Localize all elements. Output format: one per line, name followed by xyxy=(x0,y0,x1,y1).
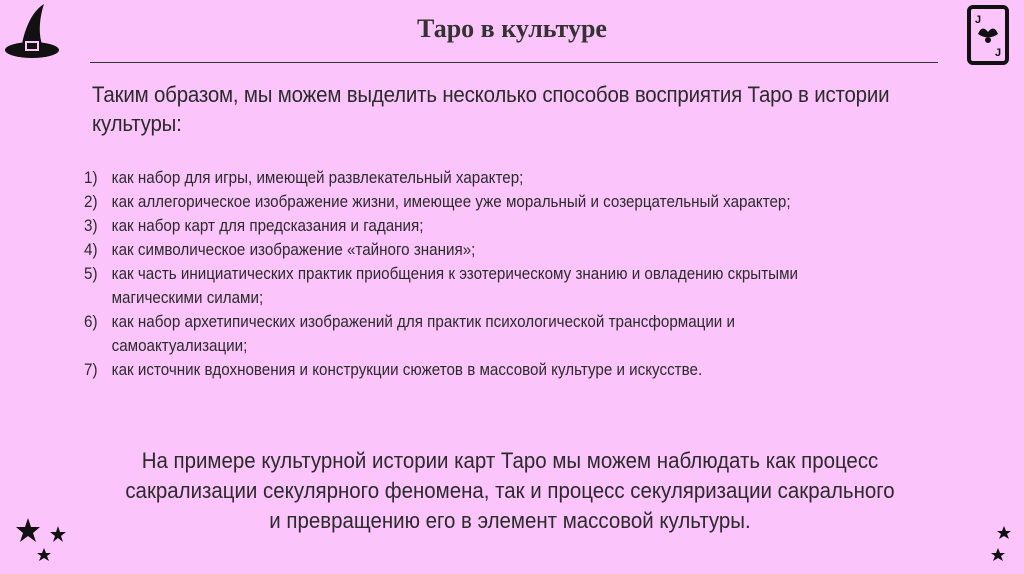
list-item-number: 3) xyxy=(84,217,98,235)
stars-icon xyxy=(14,516,70,566)
list-item-line: как аллегорическое изображение жизни, имеющее уже моральный и созерцательный характер; xyxy=(111,193,791,211)
list-item-line: как набор архетипических изображений для практик психологической трансформации и xyxy=(111,313,736,331)
list-item-line: как часть инициатических практик приобщения к эзотерическому знанию и овладению скрытыми xyxy=(111,265,798,283)
list-item-text xyxy=(112,262,912,310)
list-item-text xyxy=(112,214,912,238)
list-item-line: магическими силами; xyxy=(111,289,264,307)
list-item-text xyxy=(112,310,912,358)
list-item xyxy=(84,238,912,262)
list-item-number: 5) xyxy=(84,265,98,283)
list-item-number: 4) xyxy=(84,241,98,259)
conclusion-line: и превращению его в элемент массовой культуры. xyxy=(269,508,751,533)
list-item xyxy=(84,214,912,238)
conclusion-paragraph xyxy=(60,446,960,536)
intro-line: Таким образом, мы можем выделить несколько способов восприятия Таро в истории xyxy=(92,82,890,107)
list-item xyxy=(84,190,912,214)
list-item-line: самоактуализации; xyxy=(111,337,248,355)
list-item-text xyxy=(112,358,912,382)
list-item-line: как источник вдохновения и конструкции сюжетов в массовой культуре и искусстве. xyxy=(111,361,703,379)
list-item xyxy=(84,310,912,358)
list-item-text xyxy=(112,238,912,262)
conclusion-line: сакрализации секулярного феномена, так и процесс секуляризации сакрального xyxy=(125,478,895,503)
slide-title: Таро в культуре xyxy=(417,14,607,43)
moon-stars-icon xyxy=(940,508,1020,570)
list-item-number: 7) xyxy=(84,361,98,379)
list-item-line: как символическое изображение «тайного знания»; xyxy=(111,241,476,259)
list-item xyxy=(84,262,912,310)
list-item-number: 2) xyxy=(84,193,98,211)
title-divider xyxy=(90,62,938,63)
intro-line: культуры: xyxy=(92,111,182,136)
intro-paragraph xyxy=(92,80,892,138)
list-item xyxy=(84,358,912,382)
list-item-number: 1) xyxy=(84,169,98,187)
card-letter-top: J xyxy=(975,14,982,26)
list-item-number: 6) xyxy=(84,313,98,331)
list-item-line: как набор для игры, имеющей развлекательный характер; xyxy=(111,169,524,187)
conclusion-line: На примере культурной истории карт Таро мы можем наблюдать как процесс xyxy=(141,448,879,473)
list-item xyxy=(84,166,912,190)
list-item-line: как набор карт для предсказания и гадания; xyxy=(111,217,424,235)
perception-list xyxy=(84,166,912,382)
card-letter-bottom: J xyxy=(995,47,1002,59)
list-item-text xyxy=(112,166,912,190)
list-item-text xyxy=(112,190,912,214)
